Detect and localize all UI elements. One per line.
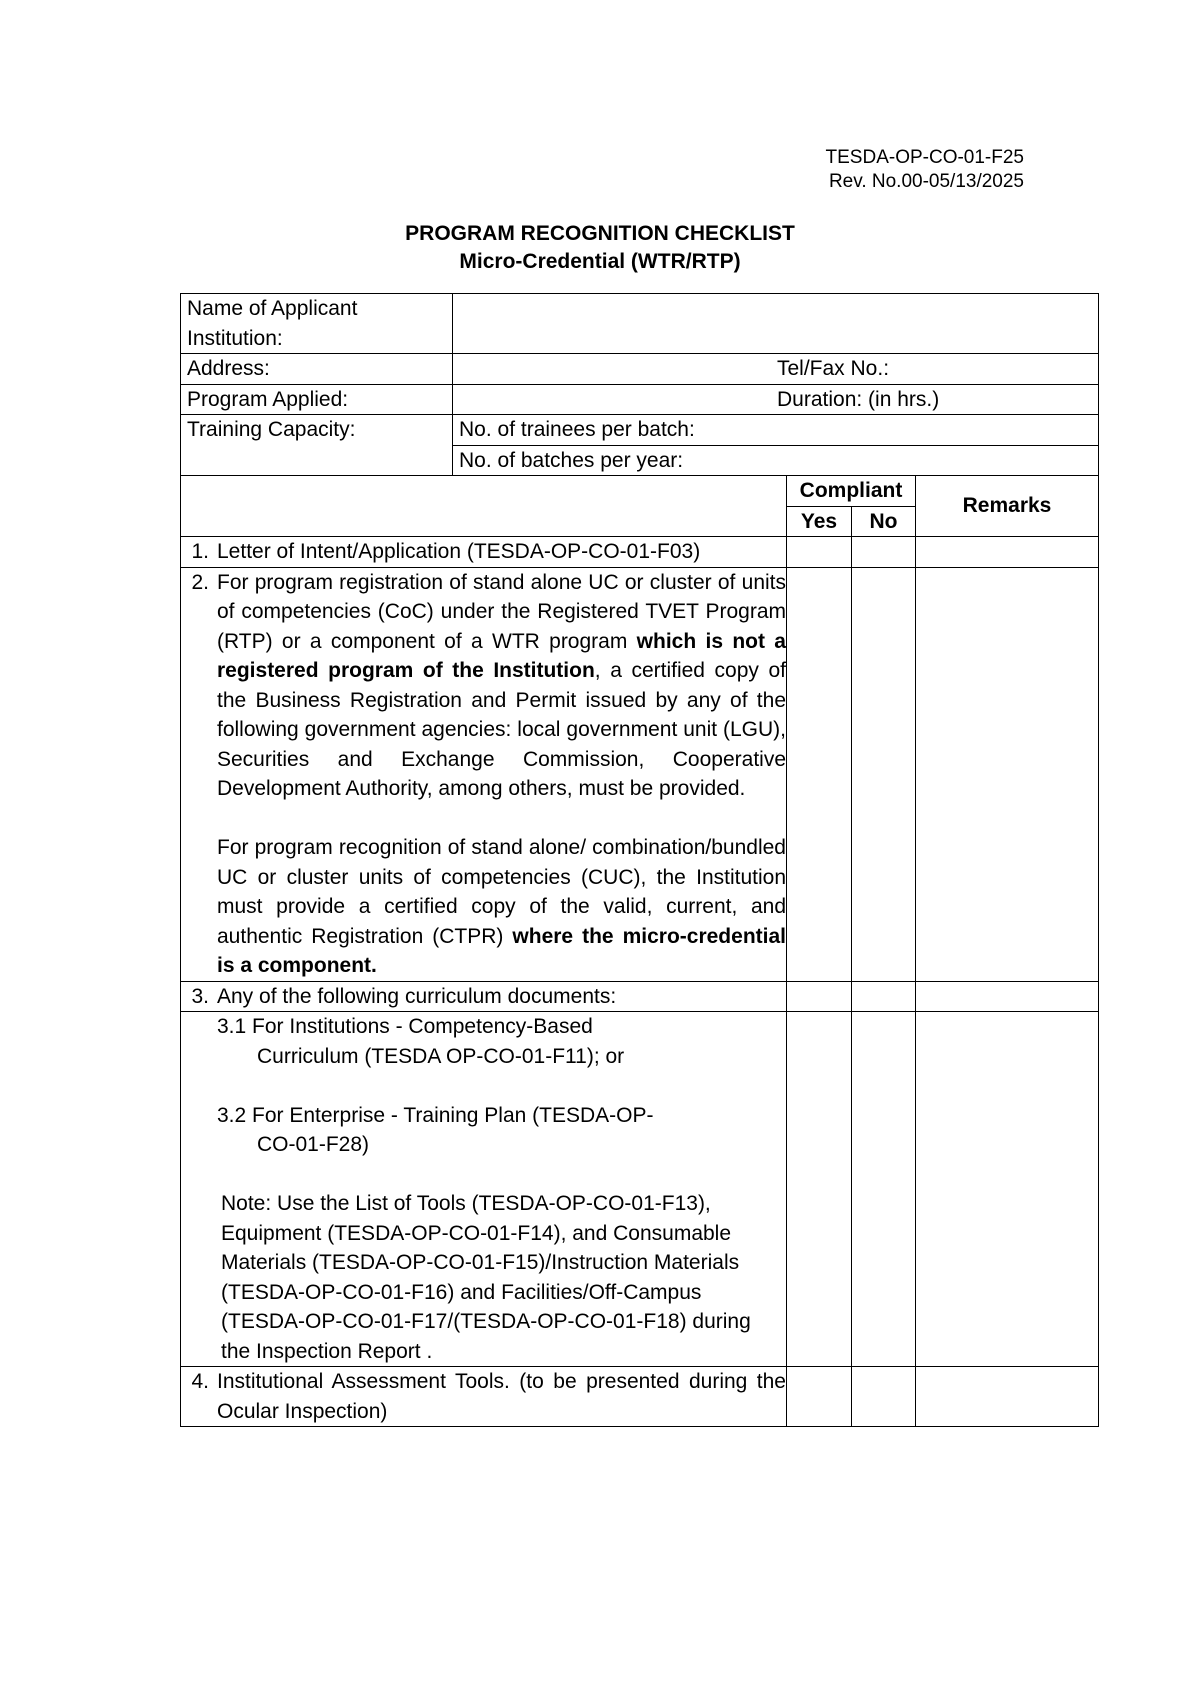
capacity-label: Training Capacity: <box>181 415 453 476</box>
yes-cell[interactable] <box>787 567 852 981</box>
checklist-row-1 <box>181 537 1099 568</box>
no-cell[interactable] <box>852 1367 916 1427</box>
option-enterprise-cont: CO-01-F28) <box>257 1133 370 1156</box>
revision-number: Rev. No.00-05/13/2025 <box>828 171 1024 192</box>
checklist-row-2 <box>181 567 1099 981</box>
emphasis-text: where the micro-credential is a component. <box>217 924 786 977</box>
item-text: Institutional Assessment Tools. (to be presented during the Ocular Inspection) <box>217 1370 786 1423</box>
remarks-cell[interactable] <box>916 1367 1099 1427</box>
checklist-table <box>180 293 1099 1427</box>
form-reference <box>826 146 1024 194</box>
document-subtitle: Micro-Credential (WTR/RTP) <box>459 250 741 273</box>
paragraph-text: , a certified copy of the Business Registration and Permit issued by any of the following government agencies: local government unit (LGU), Securities and Exchange Commission, Cooperative Development Authority, among others, must be provided. <box>217 659 786 800</box>
yes-cell[interactable] <box>787 1367 852 1427</box>
remarks-cell[interactable] <box>916 537 1099 568</box>
checklist-row-3 <box>181 981 1099 1012</box>
capacity-row <box>181 415 1099 446</box>
yes-cell[interactable] <box>787 537 852 568</box>
yes-cell[interactable] <box>787 981 852 1012</box>
yes-header: Yes <box>787 506 852 537</box>
address-label: Address: <box>181 354 453 385</box>
address-field[interactable] <box>453 354 1099 385</box>
program-label: Program Applied: <box>181 384 453 415</box>
note-text: Note: Use the List of Tools (TESDA-OP-CO-01-F13), Equipment (TESDA-OP-CO-01-F14), and Consumable Materials (TESDA-OP-CO-01-F15)/Instruction Materials (TESDA-OP-CO-01-F16) and Facilities/Off-Campus (TESDA-OP-CO-01-F17/(TESDA-OP-CO-01-F18) during the Inspection Report . <box>221 1192 751 1363</box>
remarks-cell[interactable] <box>916 981 1099 1012</box>
yes-cell[interactable] <box>787 1012 852 1367</box>
option-enterprise: 3.2 For Enterprise - Training Plan (TESDA-OP- <box>217 1103 654 1127</box>
blank-header-cell <box>181 476 787 537</box>
option-institution-cont: Curriculum (TESDA OP-CO-01-F11); or <box>257 1044 625 1068</box>
program-row <box>181 384 1099 415</box>
no-cell[interactable] <box>852 1012 916 1367</box>
curriculum-options <box>181 1012 786 1189</box>
form-code: TESDA-OP-CO-01-F25 <box>825 147 1024 168</box>
paragraph-text: For program recognition of stand alone/ combination/bundled UC or cluster units of competencies (CUC), the Institution must provide a certified copy of the valid, current, and authentic Registration (CTPR) <box>217 836 786 948</box>
no-cell[interactable] <box>852 981 916 1012</box>
name-label: Name of Applicant Institution: <box>181 294 453 354</box>
item-number: 4. <box>191 1370 209 1393</box>
item-number: 2. <box>191 570 209 594</box>
trainees-label: No. of trainees per batch: <box>459 418 695 441</box>
document-title: PROGRAM RECOGNITION CHECKLIST <box>405 222 795 245</box>
no-cell[interactable] <box>852 537 916 568</box>
telfax-label: Tel/Fax No.: <box>777 357 890 380</box>
option-institution: 3.1 For Institutions - Competency-Based <box>217 1015 593 1038</box>
name-row <box>181 294 1099 354</box>
remarks-header: Remarks <box>916 476 1099 537</box>
item-paragraph <box>217 568 786 804</box>
column-header-row <box>181 476 1099 507</box>
remarks-cell[interactable] <box>916 1012 1099 1367</box>
item-number: 3. <box>191 984 209 1008</box>
no-cell[interactable] <box>852 567 916 981</box>
batches-label: No. of batches per year: <box>459 448 684 472</box>
name-field[interactable] <box>453 294 1099 354</box>
no-header: No <box>852 506 916 537</box>
address-row <box>181 354 1099 385</box>
program-field[interactable] <box>453 384 1099 415</box>
checklist-row-4 <box>181 1367 1099 1427</box>
paragraph-text: For program registration of stand alone UC or cluster of units of competencies (CoC) under the Registered TVET Program (RTP) or a component of a WTR program <box>217 570 786 653</box>
duration-label: Duration: (in hrs.) <box>777 387 940 411</box>
item-text: Any of the following curriculum documents: <box>217 984 617 1008</box>
emphasis-text: which is not a registered program of the Institution <box>217 629 786 682</box>
item-text: Letter of Intent/Application (TESDA-OP-CO-01-F03) <box>217 540 701 563</box>
item-text <box>217 568 786 981</box>
item-number: 1. <box>191 540 209 563</box>
item-paragraph <box>217 833 786 981</box>
batches-field[interactable] <box>453 445 1099 476</box>
remarks-cell[interactable] <box>916 567 1099 981</box>
trainees-field[interactable] <box>453 415 1099 446</box>
compliant-header: Compliant <box>787 476 916 507</box>
checklist-row-3-sub <box>181 1012 1099 1367</box>
